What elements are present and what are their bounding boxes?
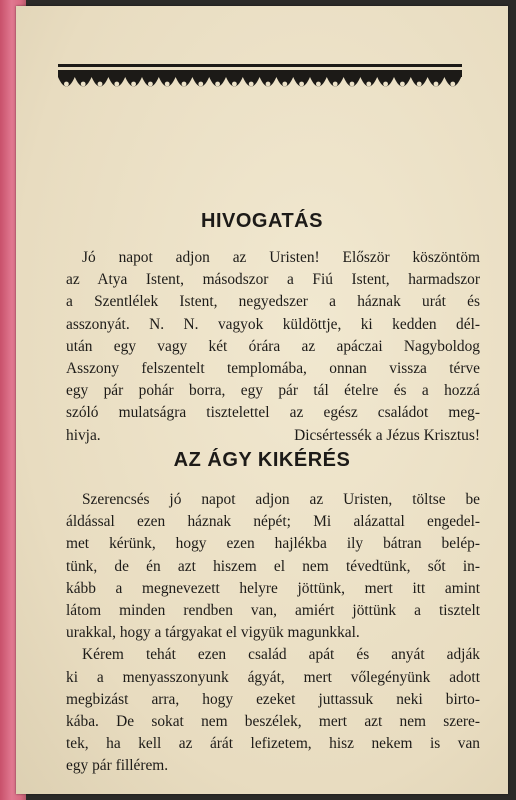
scallop-dot	[366, 82, 371, 87]
text-line: látom minden rendben van, amiért jöttünk a tisztelt	[66, 602, 480, 620]
text-line: asszonyát. N. N. vagyok küldöttje, ki kedden dél-	[66, 315, 480, 333]
scallop-dot	[266, 82, 271, 87]
scallop-dot	[232, 82, 237, 87]
scallop-dot	[165, 82, 170, 87]
scallop-dot	[316, 82, 321, 87]
section-title-agy-kikeres: AZ ÁGY KIKÉRÉS	[173, 449, 351, 471]
paragraph-agy-kikeres	[66, 489, 480, 778]
text-line: megbizást arra, hogy ezeket juttassuk neki birto-	[66, 690, 480, 708]
text-line: egy pár fillérem.	[66, 757, 169, 775]
text-line: urakkal, hogy a tárgyakat el vigyük magunkkal.	[66, 624, 360, 642]
scallop-dot	[350, 82, 355, 87]
scallop-dot	[131, 82, 136, 87]
scallop-dot	[434, 82, 439, 87]
scallop-dot	[81, 82, 86, 87]
paragraph-hivogatas	[66, 247, 480, 447]
text-line: ki a menyasszonyunk ágyát, mert vőlegényünk adott	[66, 668, 480, 686]
text-line: Jó napot adjon az Uristen! Először köszöntöm	[82, 249, 480, 266]
scallop-dot	[114, 82, 119, 87]
scallop-dot	[198, 82, 203, 87]
scallop-dot	[64, 82, 69, 87]
text-line: kába. De sokat nem beszélek, mert azt nem szere-	[66, 713, 480, 731]
text-line: tek, ha kell az árát lefizetem, hisz nekem is van	[66, 735, 480, 753]
text-line: szóló mulatságra tisztelettel az egész családot meg-	[66, 404, 480, 422]
text-line: Kérem tehát ezen család apát és anyát adják	[82, 646, 480, 664]
text-line: áldással ezen háznak népét; Mi alázattal engedel-	[66, 513, 480, 531]
book-page	[16, 6, 508, 794]
scallop-dot	[215, 82, 220, 87]
scallop-dot	[299, 82, 304, 87]
scallop-dot	[450, 82, 455, 87]
scallop-dot	[417, 82, 422, 87]
scallop-dot	[333, 82, 338, 87]
text-line: a Szentlélek Istent, negyedszer a háznak urát és	[66, 293, 480, 311]
text-line: kább a megnevezett helyre jöttünk, mert itt amint	[66, 579, 480, 597]
scallop-dot	[400, 82, 405, 87]
text-line: hivja.	[66, 426, 101, 444]
text-line: után egy vagy két órára az apáczai Nagyboldog	[66, 337, 480, 355]
scallop-dot	[182, 82, 187, 87]
text-line: tünk, de én azt hiszem el nem tévedtünk, sőt in-	[66, 557, 480, 575]
text-line: met kérünk, hogy ezen hajlékba ily bátran belép-	[66, 535, 480, 553]
text-line-last	[66, 425, 480, 447]
text-line: Szerencsés jó napot adjon az Uristen, töltse be	[82, 491, 480, 508]
text-line: egy pár pohár borra, egy pár tál ételre és a hozzá	[66, 382, 480, 400]
scallop-dot	[249, 82, 254, 87]
scallop-dot	[98, 82, 103, 87]
scallop-dot	[383, 82, 388, 87]
decorative-border-ornament	[58, 62, 462, 96]
section-title-hivogatas: HIVOGATÁS	[201, 210, 323, 232]
closing-blessing: Dicsértessék a Jézus Krisztus!	[294, 426, 480, 444]
text-line: Asszony felszentelt templomába, onnan vissza térve	[66, 360, 480, 378]
scallop-dot	[282, 82, 287, 87]
text-line: az Atya Istent, másodszor a Fiú Istent, harmadszor	[66, 271, 480, 289]
scallop-dot	[148, 82, 153, 87]
